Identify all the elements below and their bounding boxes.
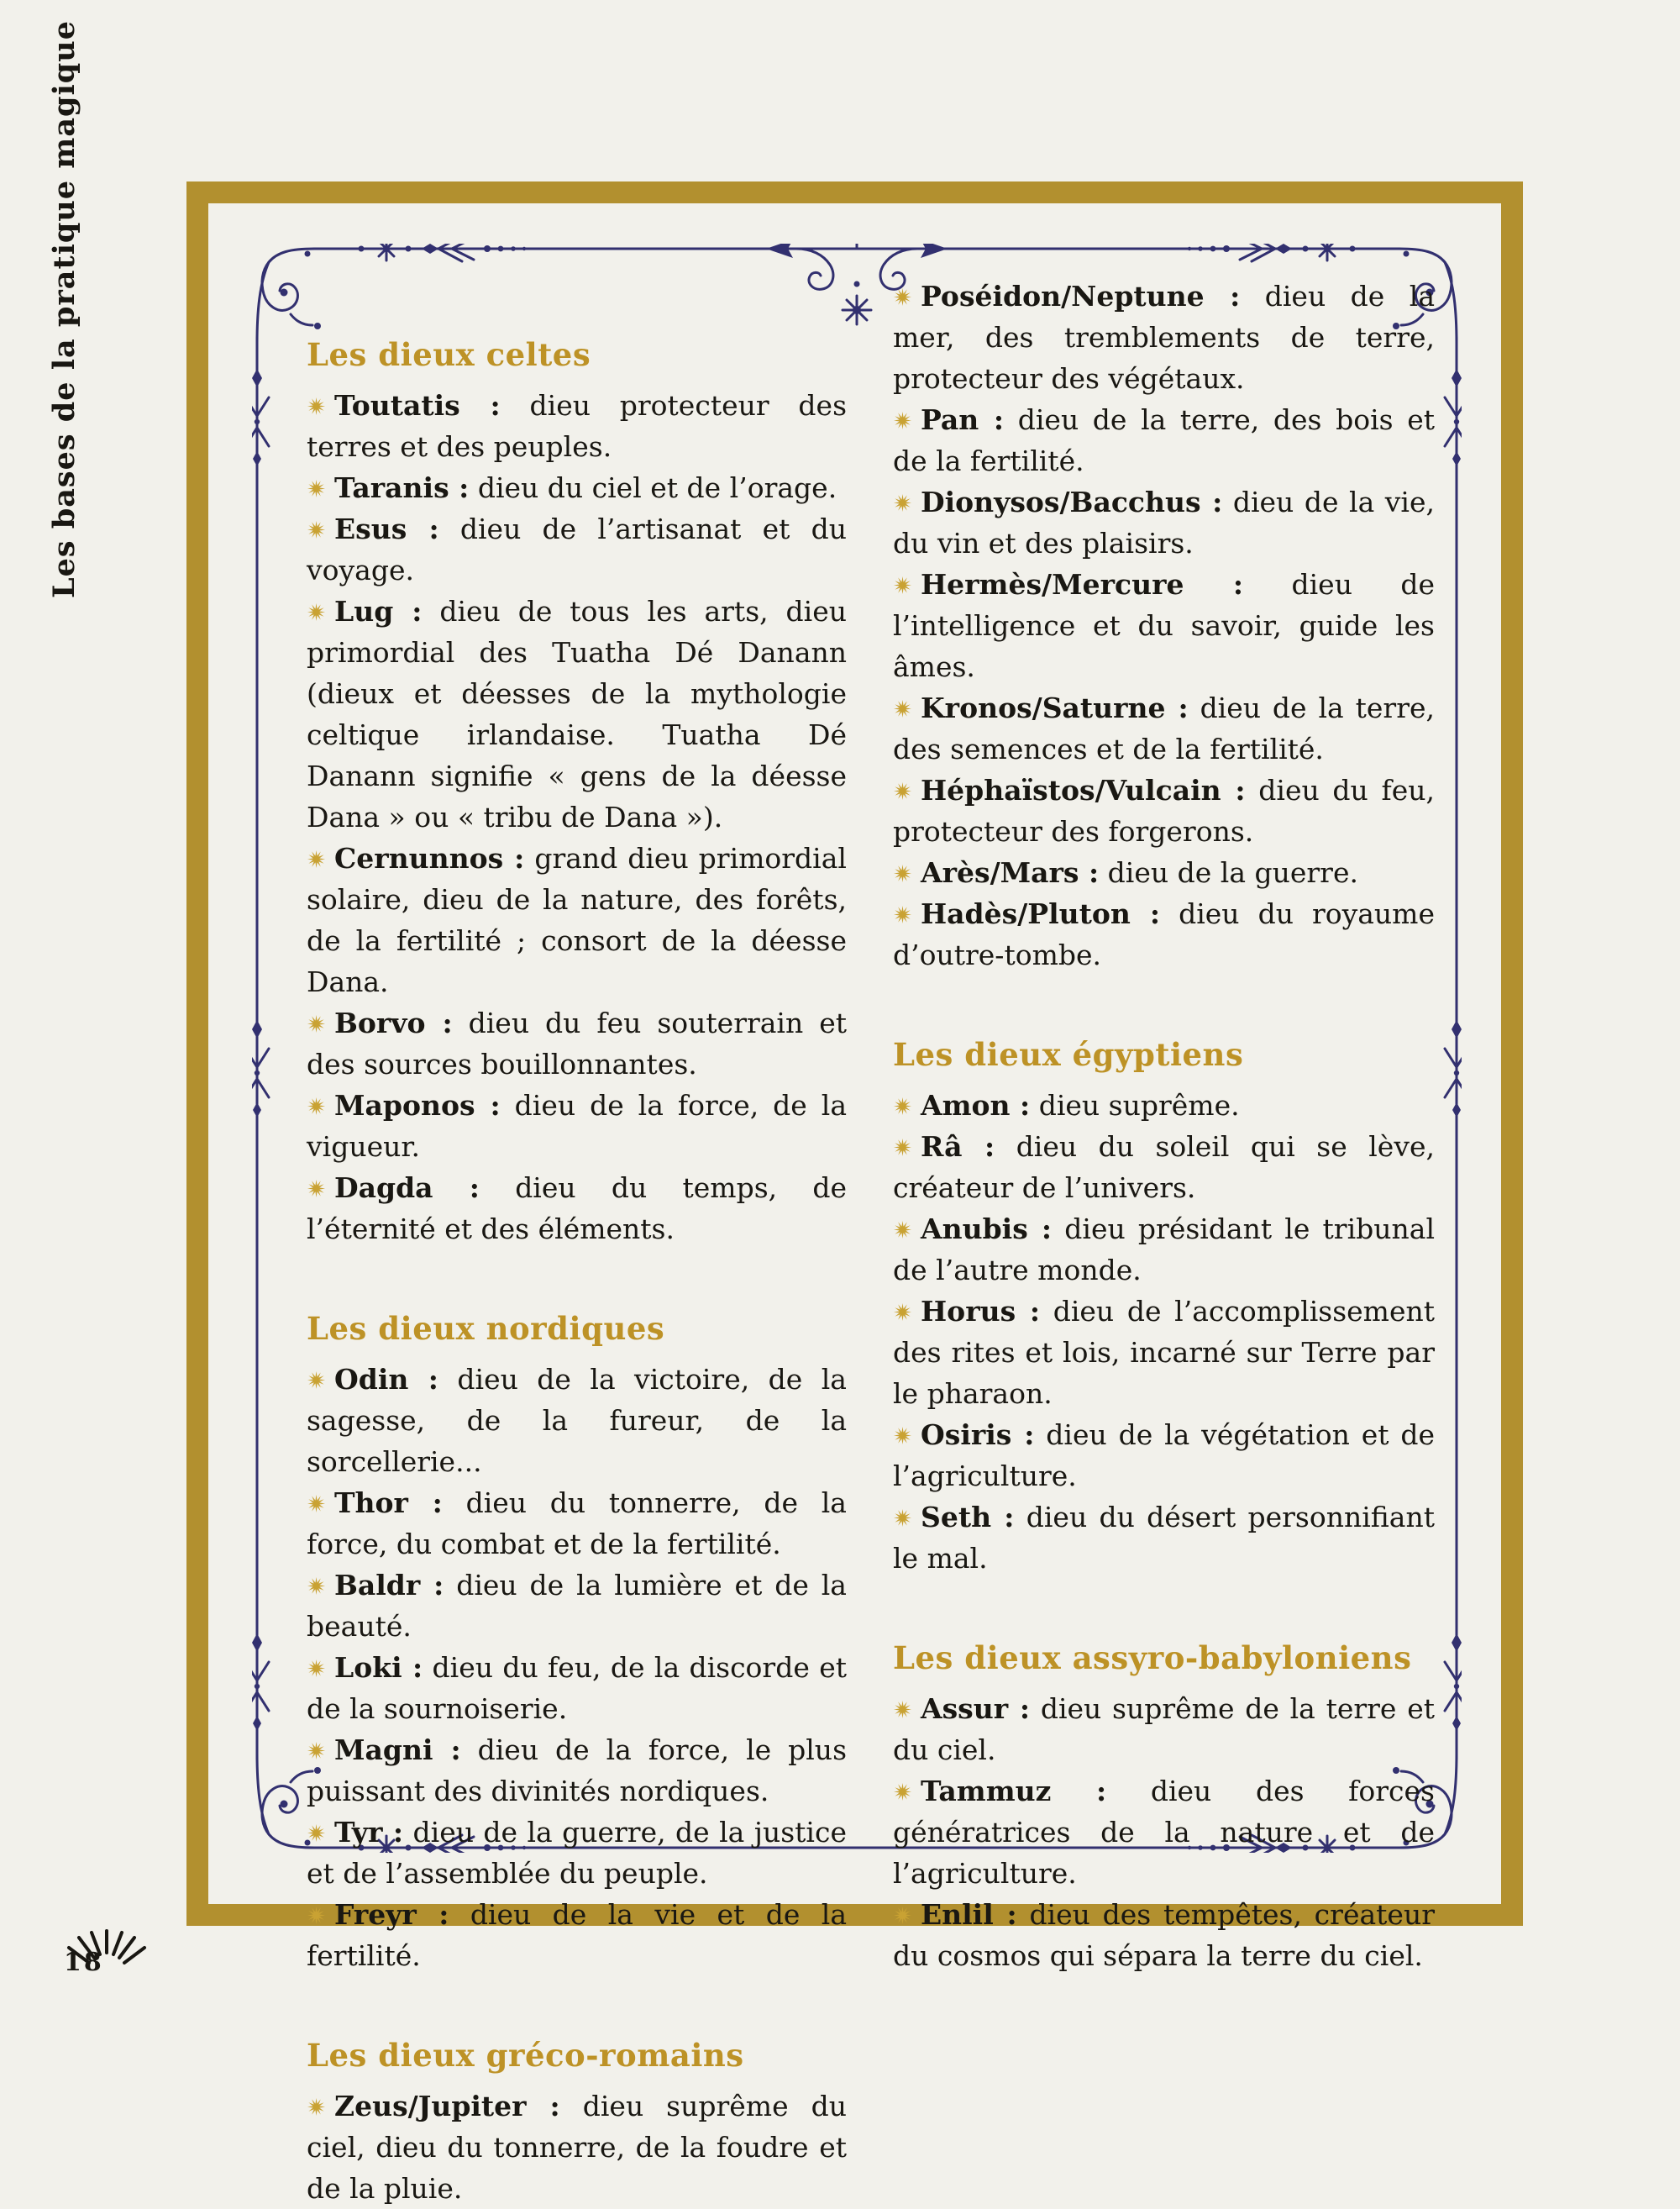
god-name: Odin : [334,1363,438,1396]
starburst-bullet-icon [893,1097,912,1116]
god-entry [307,1167,847,1249]
gods-section [307,1308,847,1976]
god-name: Arès/Mars : [921,856,1100,889]
side-title: Les bases de la pratique magique [47,20,81,598]
god-name: Assur : [921,1692,1031,1725]
god-name: Baldr : [334,1569,444,1602]
god-name: Râ : [921,1130,995,1163]
starburst-bullet-icon [307,397,326,416]
starburst-bullet-icon [307,1179,326,1198]
god-description: dieu du soleil qui se lève, créateur de l’univers. [893,1130,1435,1204]
god-entry [893,687,1435,770]
god-name: Enlil : [921,1898,1017,1931]
god-description: dieu du tonnerre, de la force, du combat et de la fertilité. [307,1486,847,1560]
god-name: Amon : [921,1089,1031,1122]
god-description: dieu de la vie, du vin et des plaisirs. [893,486,1436,560]
starburst-bullet-icon [307,1576,326,1596]
starburst-bullet-icon [893,905,912,924]
god-entry [307,591,847,838]
god-entry [307,508,847,591]
god-entry [307,1085,847,1167]
god-name: Borvo : [334,1007,453,1039]
god-description: dieu du feu, protecteur des forgerons. [893,774,1436,848]
god-description: dieu de l’accomplissement des rites et lois, incarné sur Terre par le pharaon. [893,1295,1435,1410]
starburst-bullet-icon [893,1302,912,1322]
page-content [252,244,1462,2205]
god-name: Poséidon/Neptune : [921,280,1241,313]
gods-section [893,1034,1435,1579]
starburst-bullet-icon [893,493,912,513]
god-entry [893,893,1435,976]
starburst-bullet-icon [307,2097,326,2117]
god-name: Toutatis : [334,389,501,422]
starburst-bullet-icon [893,576,912,595]
god-entry [307,1565,847,1647]
god-description: dieu protecteur des terres et des peuples. [307,389,848,463]
sunburst-rays-icon [44,1914,170,1975]
god-description: dieu de la mer, des tremblements de terre, protecteur des végétaux. [893,280,1436,395]
gods-section [893,1638,1435,1976]
starburst-bullet-icon [893,287,912,307]
god-name: Horus : [921,1295,1041,1328]
god-entry [307,467,847,508]
god-name: Pan : [921,403,1005,436]
starburst-bullet-icon [307,1823,326,1843]
starburst-bullet-icon [893,1508,912,1528]
god-description: dieu de la terre, des bois et de la fertilité. [893,403,1435,477]
god-entry [307,1002,847,1085]
god-description: dieu suprême du ciel, dieu du tonnerre, de la foudre et de la pluie. [307,2090,847,2205]
god-entry [893,399,1435,481]
starburst-bullet-icon [893,1700,912,1719]
section-title: Les dieux gréco-romains [307,2037,744,2074]
god-description: dieu de la terre, des semences et de la fertilité. [893,692,1435,765]
starburst-bullet-icon [307,520,326,539]
god-entry [893,1126,1435,1208]
god-description: dieu du ciel et de l’orage. [477,471,837,504]
god-entry [307,1894,847,1976]
god-entry [893,1208,1435,1291]
god-description: dieu des forces génératrices de la nature et de l’agriculture. [893,1775,1435,1890]
god-description: dieu du temps, de l’éternité et des éléments. [307,1171,847,1245]
starburst-bullet-icon [307,1370,326,1390]
god-name: Loki : [334,1651,423,1684]
starburst-bullet-icon [893,864,912,883]
god-entry [893,1688,1435,1770]
god-description: dieu présidant le tribunal de l’autre monde. [893,1212,1435,1286]
starburst-bullet-icon [893,411,912,430]
god-entry [307,1359,847,1482]
god-description: dieu du feu souterrain et des sources bouillonnantes. [307,1007,847,1081]
god-entry [893,481,1435,564]
starburst-bullet-icon [307,1097,326,1116]
god-name: Magni : [334,1733,461,1766]
god-entry [307,385,847,467]
starburst-bullet-icon [893,1220,912,1239]
starburst-bullet-icon [893,1138,912,1157]
right-column [893,276,1436,1972]
god-entry [893,1085,1435,1126]
god-name: Lug : [334,595,423,628]
god-description: dieu du feu, de la discorde et de la sournoiserie. [307,1651,847,1725]
starburst-bullet-icon [307,1014,326,1033]
starburst-bullet-icon [893,1426,912,1445]
god-description: dieu de la lumière et de la beauté. [307,1569,847,1643]
god-name: Thor : [334,1486,443,1519]
god-name: Maponos : [334,1089,501,1122]
god-entry [893,276,1435,399]
god-description: dieu de la vie et de la fertilité. [307,1898,848,1972]
god-description: dieu de la victoire, de la sagesse, de la fureur, de la sorcellerie... [307,1363,847,1478]
god-description: dieu suprême de la terre et du ciel. [893,1692,1435,1766]
god-name: Zeus/Jupiter : [334,2090,560,2122]
god-description: dieu des tempêtes, créateur du cosmos qui sépara la terre du ciel. [893,1898,1435,1972]
god-entry [893,1770,1435,1894]
god-name: Tammuz : [921,1775,1107,1807]
starburst-bullet-icon [307,1659,326,1678]
god-entry [307,1647,847,1729]
gods-section [307,334,847,1249]
god-description: dieu de la guerre. [1107,856,1358,889]
god-name: Héphaïstos/Vulcain : [921,774,1246,807]
god-name: Dionysos/Bacchus : [921,486,1223,518]
god-entry [307,1812,847,1894]
god-description: dieu du désert personnifiant le mal. [893,1501,1435,1575]
starburst-bullet-icon [307,479,326,498]
god-description: dieu de tous les arts, dieu primordial des Tuatha Dé Danann (dieux et déesses de la mythologie celtique irlandaise. Tuatha Dé Danann signifie « gens de la déesse Dana » ou « tribu de Dana »). [307,595,848,834]
god-name: Tyr : [334,1816,404,1849]
section-title: Les dieux celtes [307,336,591,373]
god-entry [893,852,1435,893]
god-name: Esus : [334,513,439,545]
god-description: dieu du royaume d’outre-tombe. [893,897,1436,971]
god-name: Kronos/Saturne : [921,692,1189,724]
god-description: dieu de l’intelligence et du savoir, guide les âmes. [893,568,1436,683]
god-name: Osiris : [921,1418,1035,1451]
starburst-bullet-icon [307,849,326,869]
god-description: dieu de la force, le plus puissant des divinités nordiques. [307,1733,847,1807]
god-name: Cernunnos : [334,842,525,875]
god-entry [307,2085,847,2209]
god-entry [893,770,1435,852]
section-title: Les dieux égyptiens [893,1036,1244,1073]
section-title: Les dieux nordiques [307,1310,665,1347]
god-entry [893,564,1435,687]
starburst-bullet-icon [893,1782,912,1801]
starburst-bullet-icon [307,1906,326,1925]
gods-section [893,276,1435,976]
god-description: dieu de l’artisanat et du voyage. [307,513,847,586]
god-description: dieu de la force, de la vigueur. [307,1089,847,1163]
starburst-bullet-icon [307,1741,326,1760]
starburst-bullet-icon [307,602,326,622]
god-entry [307,838,847,1002]
god-entry [893,1496,1435,1579]
god-description: grand dieu primordial solaire, dieu de la nature, des forêts, de la fertilité ; consort de la déesse Dana. [307,842,847,998]
god-name: Taranis : [334,471,470,504]
starburst-bullet-icon [307,1494,326,1513]
god-name: Freyr : [334,1898,449,1931]
god-entry [307,1482,847,1565]
god-entry [893,1291,1435,1414]
starburst-bullet-icon [893,781,912,801]
god-description: dieu suprême. [1038,1089,1240,1122]
god-description: dieu de la végétation et de l’agriculture. [893,1418,1435,1492]
god-name: Dagda : [334,1171,480,1204]
god-entry [893,1414,1435,1496]
god-name: Hadès/Pluton : [921,897,1161,930]
starburst-bullet-icon [893,1906,912,1925]
gods-section [307,2035,847,2209]
god-name: Hermès/Mercure : [921,568,1244,601]
god-name: Anubis : [921,1212,1053,1245]
left-column [307,276,848,2205]
god-description: dieu de la guerre, de la justice et de l’assemblée du peuple. [307,1816,847,1890]
page-number: 18 [64,1948,104,1977]
god-entry [307,1729,847,1812]
section-title: Les dieux assyro-babyloniens [893,1639,1412,1676]
starburst-bullet-icon [893,699,912,718]
god-name: Seth : [921,1501,1015,1533]
god-entry [893,1894,1435,1976]
